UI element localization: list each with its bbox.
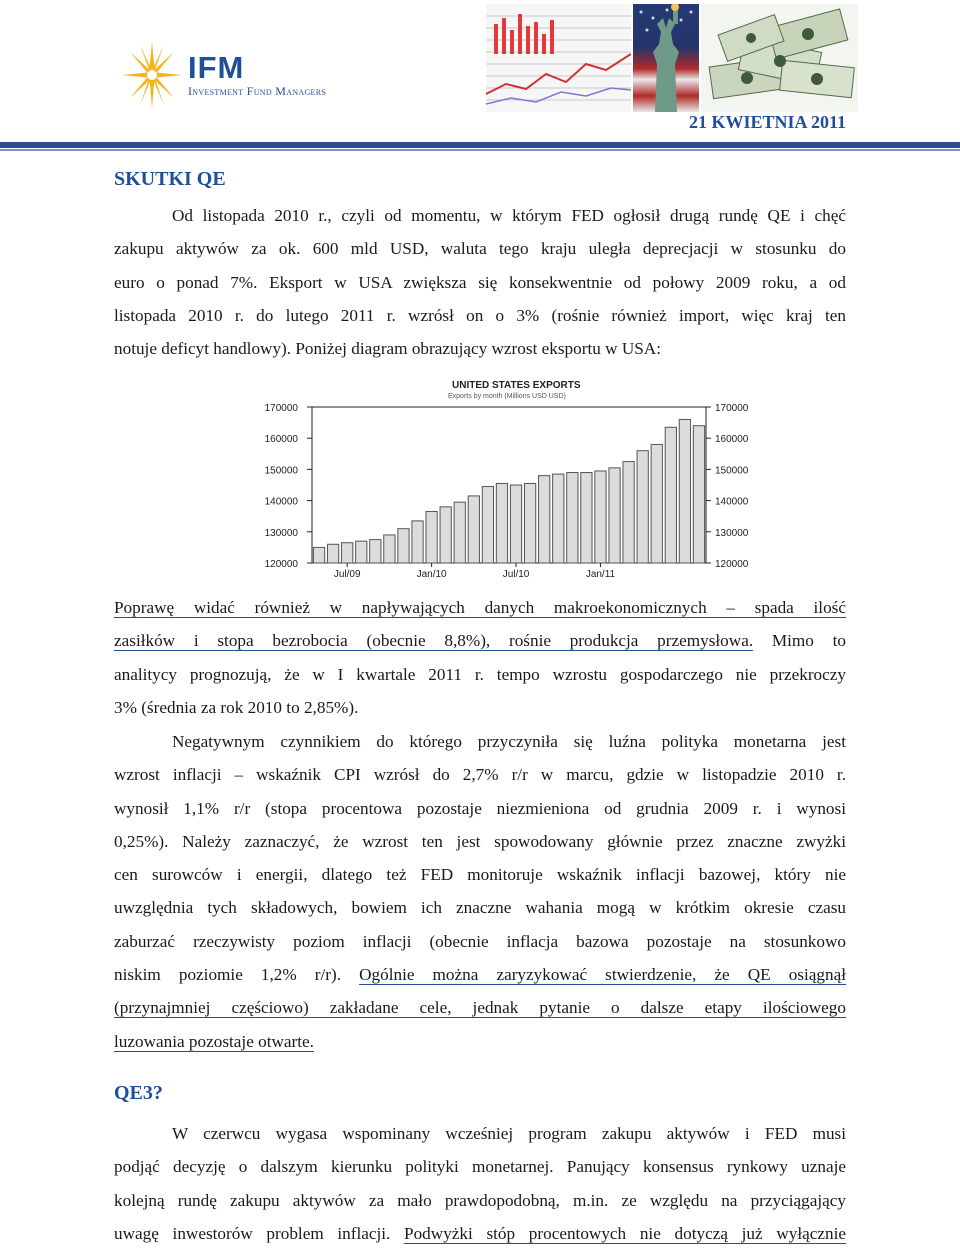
text-line: (przynajmniej częściowo) zakładane cele, jednak pytanie o dalsze etapy ilościowego <box>114 998 846 1018</box>
bar <box>637 451 648 563</box>
y-tick-label-left: 150000 <box>264 465 298 477</box>
text-line: podjąć decyzję o dalszym kierunku polityki monetarnej. Panujący konsensus rynkowy uznaje <box>114 1157 846 1177</box>
bar <box>623 462 634 563</box>
y-tick-label-right: 140000 <box>715 496 749 508</box>
bar <box>454 502 465 563</box>
bar <box>524 483 535 563</box>
text-line: cen surowców i energii, dlatego też FED monitoruje wskaźnik inflacji bazowej, który nie <box>114 865 846 885</box>
bar <box>342 543 353 563</box>
bar <box>426 512 437 563</box>
y-tick-label-right: 170000 <box>715 403 749 414</box>
chart-plot <box>254 378 764 582</box>
bar <box>496 483 507 563</box>
y-tick-label-left: 170000 <box>264 403 298 414</box>
y-tick-label-right: 130000 <box>715 527 749 539</box>
text-line: W czerwcu wygasa wspominany wcześniej program zakupu aktywów i FED musi <box>172 1124 846 1143</box>
text-fragment: Mimo to <box>753 631 846 651</box>
text-fragment: niskim poziomie 1,2% r/r). <box>114 965 360 985</box>
y-tick-label-right: 120000 <box>715 559 749 570</box>
text-line: wzrost inflacji – wskaźnik CPI wzrósł do 2,7% r/r w marcu, gdzie w listopadzie 2010 r. <box>114 765 846 785</box>
chart-subtitle: Exports by month (Millions USD USD) <box>448 393 566 400</box>
statue-of-liberty-photo <box>633 4 699 112</box>
text-line: zaburzać rzeczywisty poziom inflacji (obecnie inflacja bazowa pozostaje na stosunkowo <box>114 931 846 951</box>
header-divider-thin <box>0 149 960 151</box>
logo-subtitle: Investment Fund Managers <box>188 84 327 98</box>
bar <box>665 427 676 563</box>
bar <box>609 468 620 563</box>
bar <box>370 540 381 563</box>
dollar-bills-photo <box>701 4 858 112</box>
bar <box>539 476 550 563</box>
star-burst-icon <box>120 40 184 110</box>
bar <box>482 487 493 563</box>
text-line: wynosił 1,1% r/r (stopa procentowa pozostaje niezmieniona od grudnia 2009 r. i wynosi <box>114 798 846 818</box>
x-tick-label: Jul/09 <box>333 569 361 580</box>
text-line: zakupu aktywów za ok. 600 mld USD, waluta tego kraju uległa deprecjacji w stosunku do <box>114 239 846 259</box>
paragraph-macro <box>114 591 846 724</box>
text-line: 3% (średnia za rok 2010 to 2,85%). <box>114 697 359 717</box>
bar <box>398 529 409 563</box>
bar <box>313 547 324 563</box>
text-line: Od listopada 2010 r., czyli od momentu, w którym FED ogłosił drugą rundę QE i chęć <box>172 206 846 225</box>
text-line: euro o ponad 7%. Eksport w USA zwiększa się konsekwentnie od połowy 2009 roku, a od <box>114 272 846 292</box>
y-tick-label-right: 160000 <box>715 434 749 446</box>
underlined-text: zasiłków i stopa bezrobocia (obecnie 8,8%), rośnie produkcja przemysłowa. <box>114 631 754 651</box>
bar <box>651 444 662 563</box>
bar <box>581 473 592 563</box>
text-line: 0,25%). Należy zaznaczyć, że wzrost ten jest spowodowany głównie przez znaczne zwyżki <box>114 831 846 851</box>
section-heading-skutki-qe: SKUTKI QE <box>114 168 226 190</box>
bar <box>356 541 367 563</box>
bar <box>510 485 521 563</box>
financial-chart-photo <box>486 4 631 112</box>
x-tick-label: Jan/10 <box>416 569 447 580</box>
bar <box>595 471 606 563</box>
us-exports-chart <box>254 378 764 582</box>
text-line <box>114 624 846 657</box>
text-line: Negatywnym czynnikiem do którego przyczyniła się luźna polityka monetarna jest <box>172 732 846 751</box>
text-line <box>114 958 846 991</box>
page-header <box>0 0 960 150</box>
bar <box>679 419 690 563</box>
text-line <box>114 1025 846 1058</box>
header-divider <box>0 142 960 148</box>
text-line: listopada 2010 r. do lutego 2011 r. wzrósł on o 3% (rośnie również import, więc kraj ten <box>114 305 846 325</box>
text-fragment: uwagę inwestorów problem inflacji. <box>114 1223 405 1243</box>
ifm-logo <box>120 40 360 110</box>
underlined-text: Ogólnie można zaryzykować stwierdzenie, że QE osiągnął <box>359 965 846 985</box>
y-tick-label-left: 140000 <box>264 496 298 508</box>
bar <box>468 496 479 563</box>
chart-title: UNITED STATES EXPORTS <box>452 380 581 391</box>
bar <box>384 535 395 563</box>
y-tick-label-left: 160000 <box>264 434 298 446</box>
bar <box>567 473 578 563</box>
section-heading-qe3: QE3? <box>114 1082 163 1104</box>
bar <box>412 521 423 563</box>
text-line <box>114 1217 846 1250</box>
underlined-text: Podwyżki stóp procentowych nie dotyczą już wyłącznie <box>404 1223 846 1243</box>
text-line: notuje deficyt handlowy). Poniżej diagram obrazujący wzrost eksportu w USA: <box>114 339 661 359</box>
paragraph-inflation <box>114 725 846 1058</box>
y-tick-label-left: 130000 <box>264 527 298 539</box>
logo-name: IFM <box>188 50 245 85</box>
underlined-text: luzowania pozostaje otwarte. <box>114 1031 314 1051</box>
text-line: kolejną rundę zakupu aktywów za mało prawdopodobną, m.in. ze względu na przyciągający <box>114 1190 846 1210</box>
y-tick-label-left: 120000 <box>264 559 298 570</box>
bar <box>693 426 704 563</box>
bar <box>553 474 564 563</box>
paragraph-intro <box>114 199 846 365</box>
x-tick-label: Jan/11 <box>585 569 616 580</box>
bar <box>327 544 338 563</box>
text-line: uwzględnia tych składowych, bowiem ich znaczne wahania mogą w krótkim okresie czasu <box>114 898 846 918</box>
x-tick-label: Jul/10 <box>502 569 530 580</box>
bar <box>440 507 451 563</box>
text-line: Poprawę widać również w napływających danych makroekonomicznych – spada ilość <box>114 598 846 617</box>
paragraph-qe3 <box>114 1117 846 1250</box>
header-photo-strip <box>486 4 858 112</box>
y-tick-label-right: 150000 <box>715 465 749 477</box>
issue-date: 21 KWIETNIA 2011 <box>688 112 846 132</box>
text-line: analitycy prognozują, że w I kwartale 2011 r. tempo wzrostu gospodarczego nie przekroczy <box>114 664 846 684</box>
